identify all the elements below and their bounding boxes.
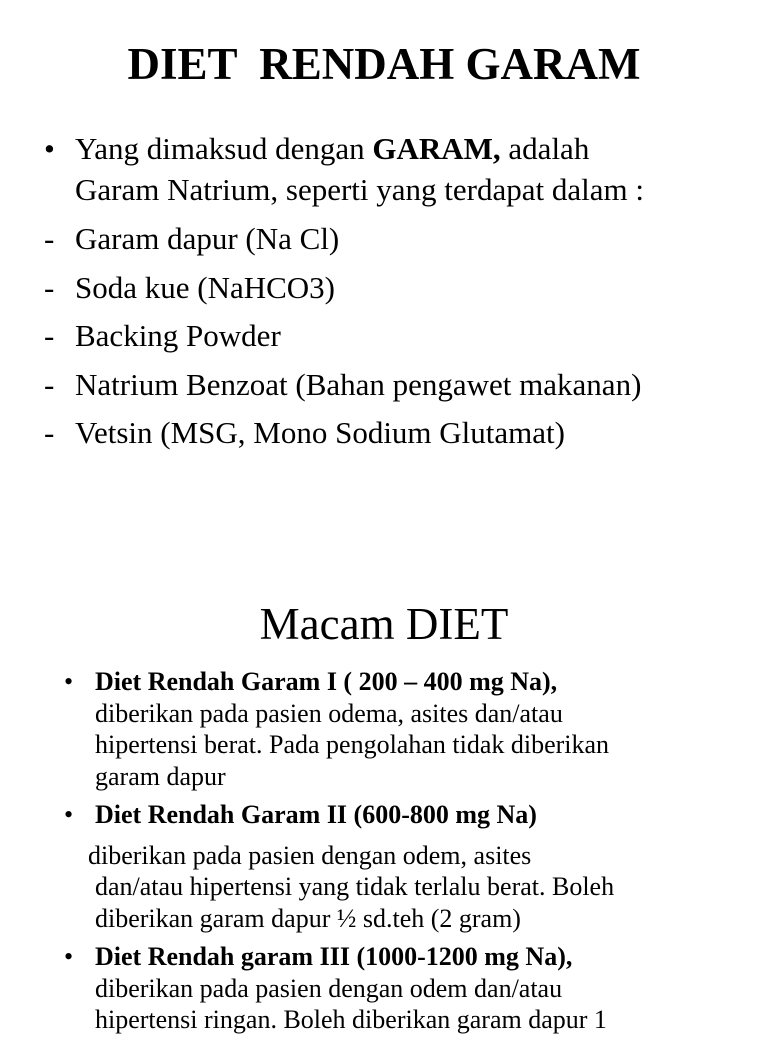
diet-heading: Diet Rendah Garam II (600-800 mg Na): [95, 800, 537, 829]
bullet-icon: •: [64, 800, 74, 829]
diet-item-1: [64, 666, 744, 792]
diet-description-line: garam dapur: [95, 761, 226, 791]
dash-marker: -: [44, 318, 55, 353]
intro-text-line2: Garam Natrium, seperti yang terdapat dalam :: [75, 172, 644, 207]
list-item: [44, 412, 744, 461]
bullet-icon: •: [44, 131, 55, 166]
dash-marker: -: [44, 366, 55, 402]
diet-description-line: diberikan garam dapur ½ sd.teh (2 gram): [95, 903, 521, 933]
list-item: [44, 267, 744, 316]
intro-bold-garam: GARAM,: [372, 131, 501, 166]
dash-marker: -: [44, 221, 55, 256]
diet-item-3: [64, 941, 744, 1036]
diet-description-line: diberikan pada pasien dengan odem, asites: [88, 840, 532, 870]
diet-heading: Diet Rendah Garam I ( 200 – 400 mg Na),: [95, 667, 558, 696]
diet-description-line: hipertensi berat. Pada pengolahan tidak diberikan: [95, 730, 610, 759]
diet-description-line: hipertensi ringan. Boleh diberikan garam dapur 1: [95, 1005, 607, 1034]
diet-description-line: diberikan pada pasien dengan odem dan/atau: [95, 973, 563, 1003]
intro-text: [75, 128, 745, 210]
list-item: [44, 315, 744, 364]
list-item-text: Soda kue (NaHCO3): [75, 269, 336, 305]
list-item-text: Vetsin (MSG, Mono Sodium Glutamat): [75, 415, 565, 450]
diet-description-line: dan/atau hipertensi yang tidak terlalu berat. Boleh: [95, 872, 615, 901]
slide-title: DIET RENDAH GARAM: [127, 39, 641, 89]
dash-marker: -: [44, 415, 55, 450]
diet-description-line: diberikan pada pasien odema, asites dan/atau: [95, 698, 563, 728]
diet-heading: Diet Rendah garam III (1000-1200 mg Na),: [95, 942, 573, 971]
intro-text-start: Yang dimaksud dengan: [75, 131, 373, 166]
diet-item-2: [64, 799, 744, 934]
bullet-icon: •: [64, 667, 74, 696]
bullet-icon: •: [64, 942, 74, 971]
list-item: [44, 218, 744, 267]
salt-types-list: [44, 218, 744, 461]
slide-diet-rendah-garam: [0, 0, 768, 520]
dash-marker: -: [44, 269, 55, 305]
intro-text-end: adalah: [500, 131, 590, 166]
slide-title: Macam DIET: [259, 599, 509, 649]
slide-macam-diet: [0, 560, 768, 1034]
list-item-text: Natrium Benzoat (Bahan pengawet makanan): [75, 366, 642, 402]
list-item-text: Garam dapur (Na Cl): [75, 221, 340, 256]
list-item: [44, 364, 744, 413]
diet-types-list: [64, 666, 744, 1043]
list-item-text: Backing Powder: [75, 318, 281, 353]
